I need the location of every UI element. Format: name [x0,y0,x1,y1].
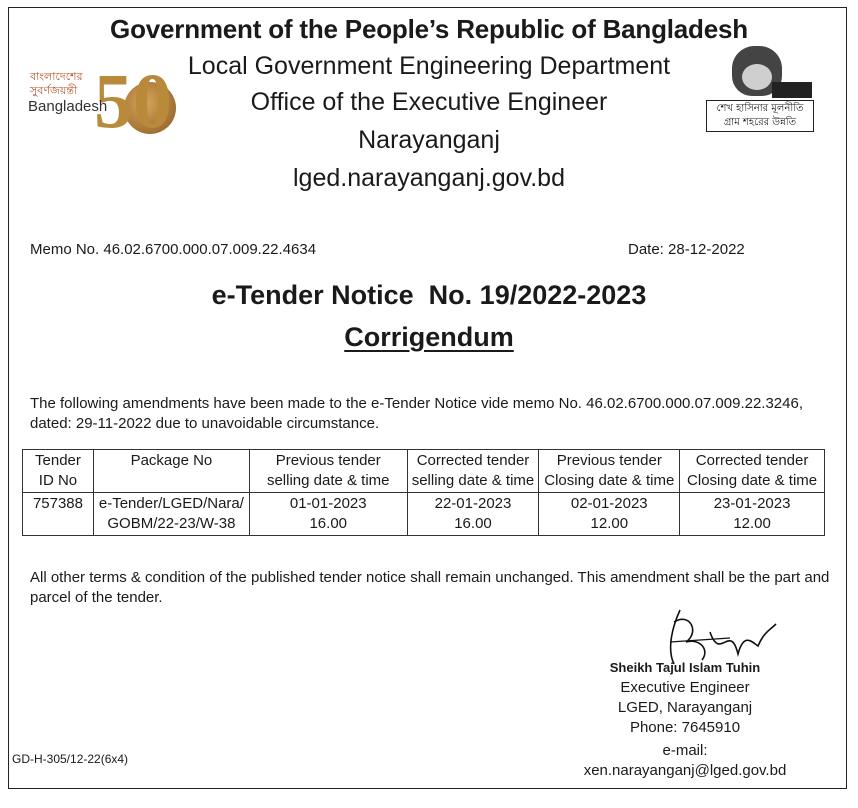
logo-english-text: Bangladesh [28,98,108,115]
signatory-office: LGED, Narayanganj [617,699,753,716]
col-tender-id: Tender ID No [23,450,94,493]
logo-number: 50 [94,57,172,144]
header-government: Government of the People’s Republic of Bangladesh [110,14,748,44]
intro-paragraph: The following amendments have been made to the e-Tender Notice vide memo No. 46.02.6700.000.07.009.22.3246, dated: 29-11-2022 due to unavoidable circumstance. [30,395,804,432]
memo-number: Memo No. 46.02.6700.000.07.009.22.4634 [30,241,317,258]
cell-package-no: e-Tender/LGED/Nara/ GOBM/22-23/W-38 [93,493,249,536]
closing-paragraph: All other terms & condition of the published tender notice shall remain unchanged. This amendment shall be the part and parcel of the tender. [30,569,830,606]
cell-corr-selling: 22-01-2023 16.00 [407,493,539,536]
corrigendum-heading: Corrigendum [344,322,514,352]
memo-date: Date: 28-12-2022 [628,241,745,258]
table-row [23,493,825,536]
slogan-box: শেখ হাসিনার মূলনীতি গ্রাম শহরের উন্নতি [706,100,814,132]
header-website: lged.narayanganj.gov.bd [293,164,565,192]
signatory-designation: Executive Engineer [620,679,750,696]
signatory-phone: Phone: 7645910 [629,719,741,736]
col-package-no: Package No [93,450,249,493]
cell-prev-closing: 02-01-2023 12.00 [539,493,680,536]
header-department: Local Government Engineering Department [187,52,671,80]
col-prev-closing: Previous tender Closing date & time [539,450,680,493]
cell-tender-id: 757388 [23,493,94,536]
signatory-name: Sheikh Tajul Islam Tuhin [609,660,761,675]
col-prev-selling: Previous tender selling date & time [249,450,407,493]
footer-code: GD-H-305/12-22(6x4) [12,752,129,766]
col-corr-selling: Corrected tender selling date & time [407,450,539,493]
amendment-table [22,449,825,536]
header-location: Narayanganj [358,126,500,154]
col-corr-closing: Corrected tender Closing date & time [680,450,825,493]
cell-corr-closing: 23-01-2023 12.00 [680,493,825,536]
notice-title: e-Tender Notice No. 19/2022-2023 [211,280,647,310]
header-office: Office of the Executive Engineer [250,88,608,116]
signatory-email: e-mail: xen.narayanganj@lged.gov.bd [583,742,787,779]
cell-prev-selling: 01-01-2023 16.00 [249,493,407,536]
logo-bangla-text: বাংলাদেশের সুবর্ণজয়ন্তী [30,70,83,97]
table-header-row [23,450,825,493]
